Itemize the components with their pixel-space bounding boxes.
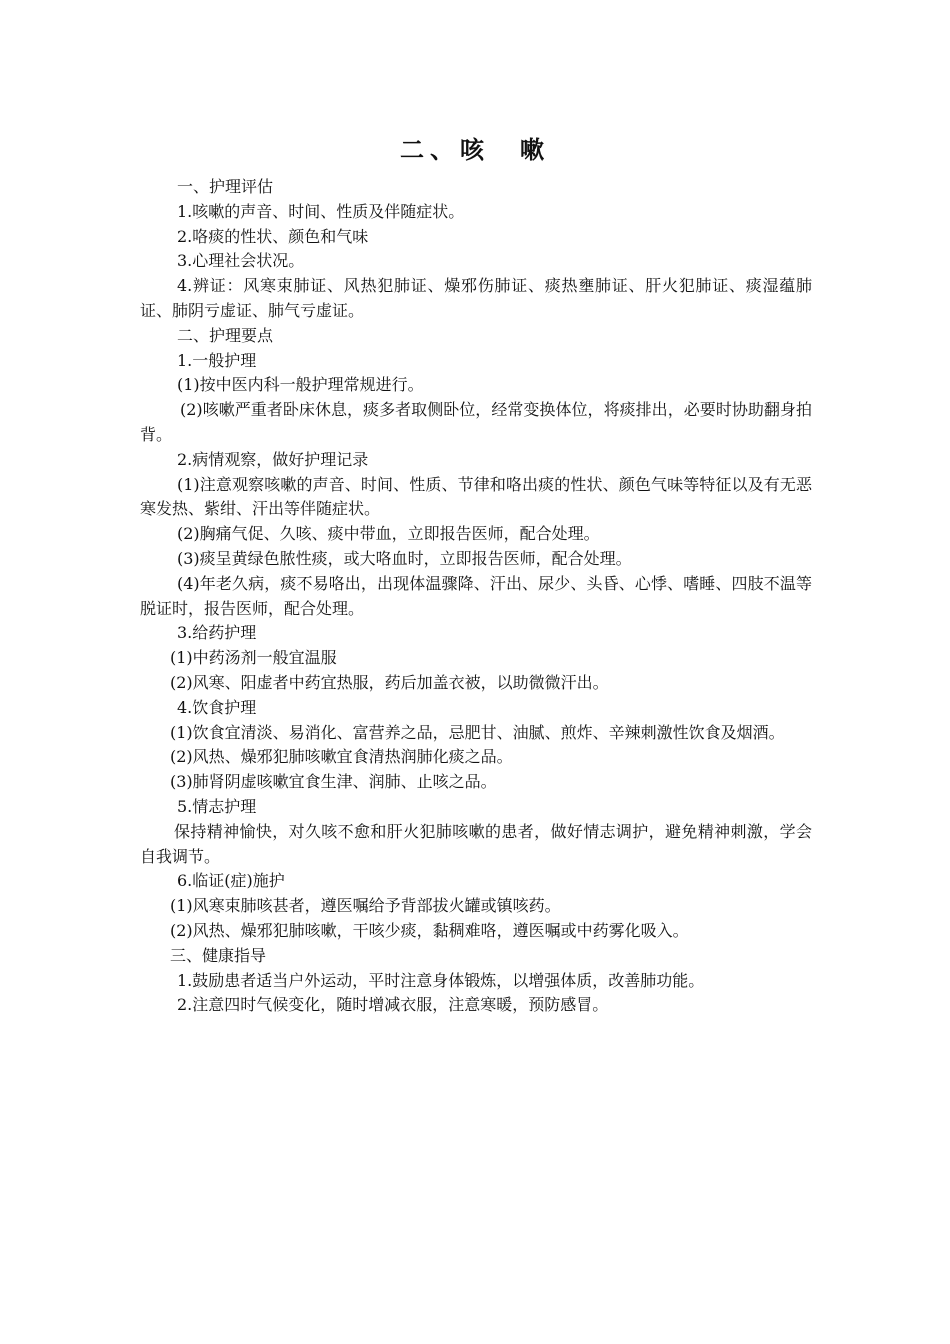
paragraph: (1)注意观察咳嗽的声音、时间、性质、节律和咯出痰的性状、颜色气味等特征以及有无恶寒发热、紫绀、汗出等伴随症状。 [140, 474, 812, 519]
paragraph: 保持精神愉快，对久咳不愈和肝火犯肺咳嗽的患者，做好情志调护，避免精神刺激，学会自我调节。 [140, 821, 812, 866]
subheading: 4.饮食护理 [177, 697, 257, 717]
section-heading-assessment: 一、护理评估 [177, 177, 274, 196]
paragraph: 4.辨证：风寒束肺证、风热犯肺证、燥邪伤肺证、痰热壅肺证、肝火犯肺证、痰湿蕴肺证、肺阴亏虚证、肺气亏虚证。 [140, 276, 812, 320]
paragraph: (1)中药汤剂一般宜温服 [170, 648, 337, 668]
paragraph: (3)肺肾阴虚咳嗽宜食生津、润肺、止咳之品。 [170, 772, 497, 792]
subheading: 3.给药护理 [177, 623, 257, 643]
paragraph: (4)年老久病，痰不易咯出，出现体温骤降、汗出、尿少、头昏、心悸、嗜睡、四肢不温等脱证时，报告医师，配合处理。 [140, 573, 812, 618]
page-title: 二、咳 嗽 [400, 136, 550, 164]
subheading: 5.情志护理 [177, 796, 257, 816]
paragraph: (3)痰呈黄绿色脓性痰，或大咯血时，立即报告医师，配合处理。 [177, 548, 632, 568]
paragraph: (2)风寒、阳虚者中药宜热服，药后加盖衣被，以助微微汗出。 [170, 672, 609, 692]
subheading: 2.病情观察，做好护理记录 [177, 449, 369, 469]
section-heading-key-points: 二、护理要点 [177, 325, 274, 345]
document-body [140, 175, 812, 1018]
paragraph: (2)胸痛气促、久咳、痰中带血，立即报告医师，配合处理。 [177, 524, 600, 544]
paragraph: (2)咳嗽严重者卧床休息，痰多者取侧卧位，经常变换体位，将痰排出，必要时协助翻身拍背。 [140, 400, 812, 444]
paragraph: (2)风热、燥邪犯肺咳嗽，干咳少痰，黏稠难咯，遵医嘱或中药雾化吸入。 [170, 920, 689, 940]
paragraph: (2)风热、燥邪犯肺咳嗽宜食清热润肺化痰之品。 [170, 747, 513, 767]
subheading: 1.一般护理 [177, 350, 257, 370]
section-heading-health-guidance: 三、健康指导 [170, 945, 267, 965]
paragraph: 2.注意四时气候变化，随时增减衣服，注意寒暖，预防感冒。 [177, 995, 609, 1015]
paragraph: (1)风寒束肺咳甚者，遵医嘱给予背部拔火罐或镇咳药。 [170, 896, 561, 916]
paragraph: (1)按中医内科一般护理常规进行。 [177, 375, 424, 395]
paragraph: 1.咳嗽的声音、时间、性质及伴随症状。 [177, 201, 465, 221]
paragraph: 3.心理社会状况。 [177, 251, 305, 271]
paragraph: 1.鼓励患者适当户外运动，平时注意身体锻炼，以增强体质，改善肺功能。 [177, 970, 705, 990]
paragraph: 2.咯痰的性状、颜色和气味 [177, 226, 369, 246]
paragraph: (1)饮食宜清淡、易消化、富营养之品，忌肥甘、油腻、煎炸、辛辣刺激性饮食及烟酒。 [170, 722, 785, 742]
subheading: 6.临证(症)施护 [177, 871, 285, 891]
